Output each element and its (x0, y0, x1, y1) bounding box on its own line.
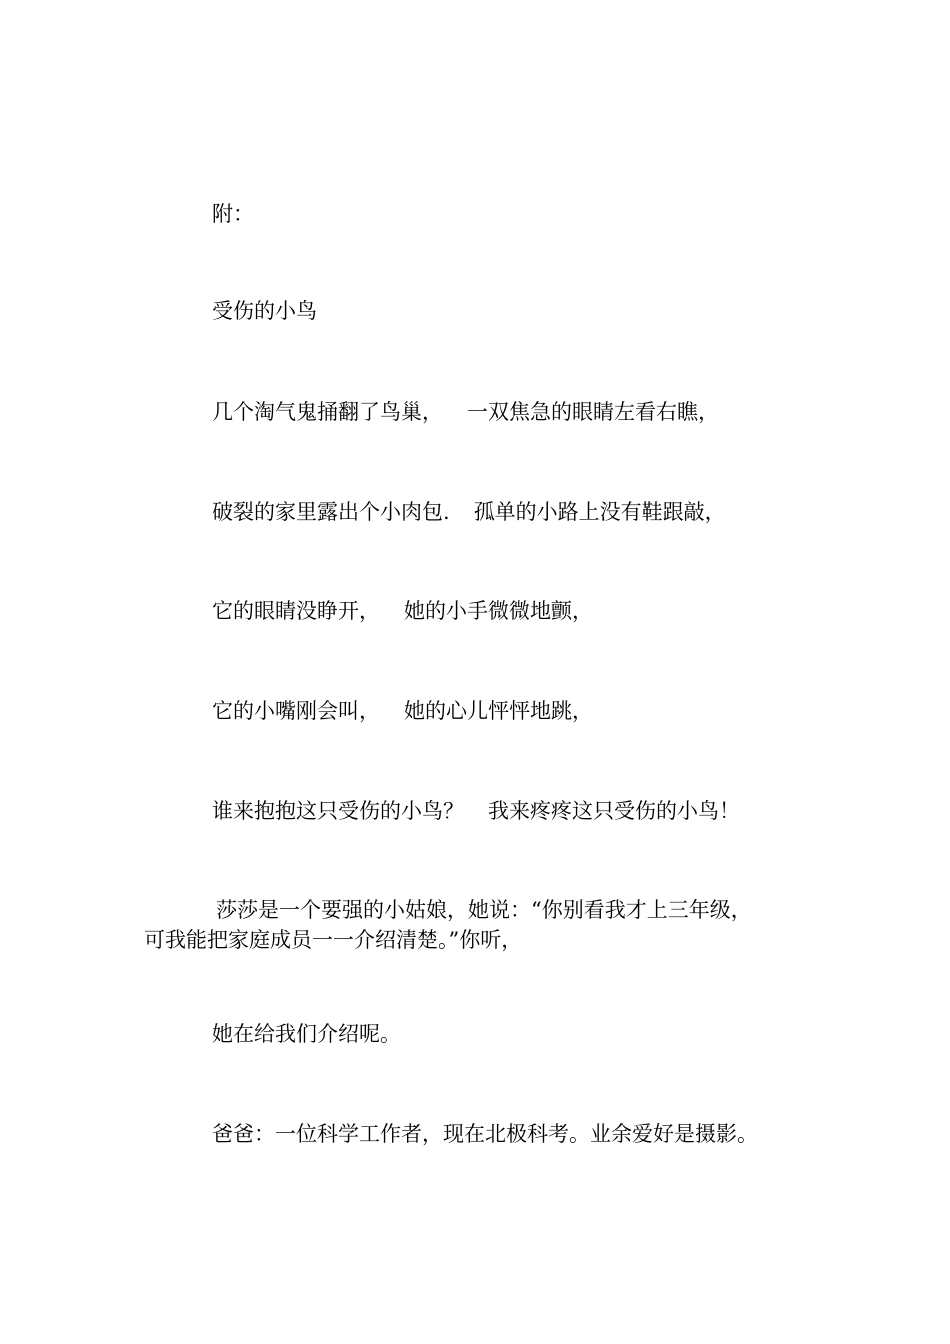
poem-line-5-a: 谁来抱抱这只受伤的小鸟？ (212, 799, 464, 823)
poem-line-3-a: 它的眼睛没睁开， (212, 599, 380, 623)
poem-line-4-b: 她的心儿怦怦地跳， (404, 699, 593, 723)
poem-line-3 (212, 597, 593, 625)
poem-line-4-a: 它的小嘴刚会叫， (212, 699, 380, 723)
intro-line-2: 可我能把家庭成员一一介绍清楚。”你听， (144, 928, 523, 952)
poem-line-5-b: 我来疼疼这只受伤的小鸟！ (488, 799, 740, 823)
poem-line-1-a: 几个淘气鬼捅翻了鸟巢， (212, 400, 443, 424)
appendix-label: 附： (212, 202, 254, 226)
poem-line-1 (212, 398, 719, 426)
poem-line-1-b: 一双焦急的眼睛左看右瞧， (467, 400, 719, 424)
intro-line-1-text: 莎莎是一个要强的小姑娘，她说：“你别看我才上三年级， (216, 898, 752, 922)
intro-continuation: 她在给我们介绍呢。 (212, 1022, 401, 1046)
poem-line-2 (212, 498, 726, 526)
poem-line-4 (212, 697, 593, 725)
poem-line-3-b: 她的小手微微地颤， (404, 599, 593, 623)
intro-paragraph (144, 895, 752, 955)
poem-line-2-a: 破裂的家里露出个小肉包. (212, 500, 450, 524)
father-line: 爸爸：一位科学工作者，现在北极科考。业余爱好是摄影。 (212, 1122, 758, 1146)
poem-line-2-b: 孤单的小路上没有鞋跟敲， (473, 500, 726, 524)
poem-title: 受伤的小鸟 (212, 299, 317, 323)
intro-line-1 (144, 895, 752, 925)
poem-line-5 (212, 797, 740, 825)
